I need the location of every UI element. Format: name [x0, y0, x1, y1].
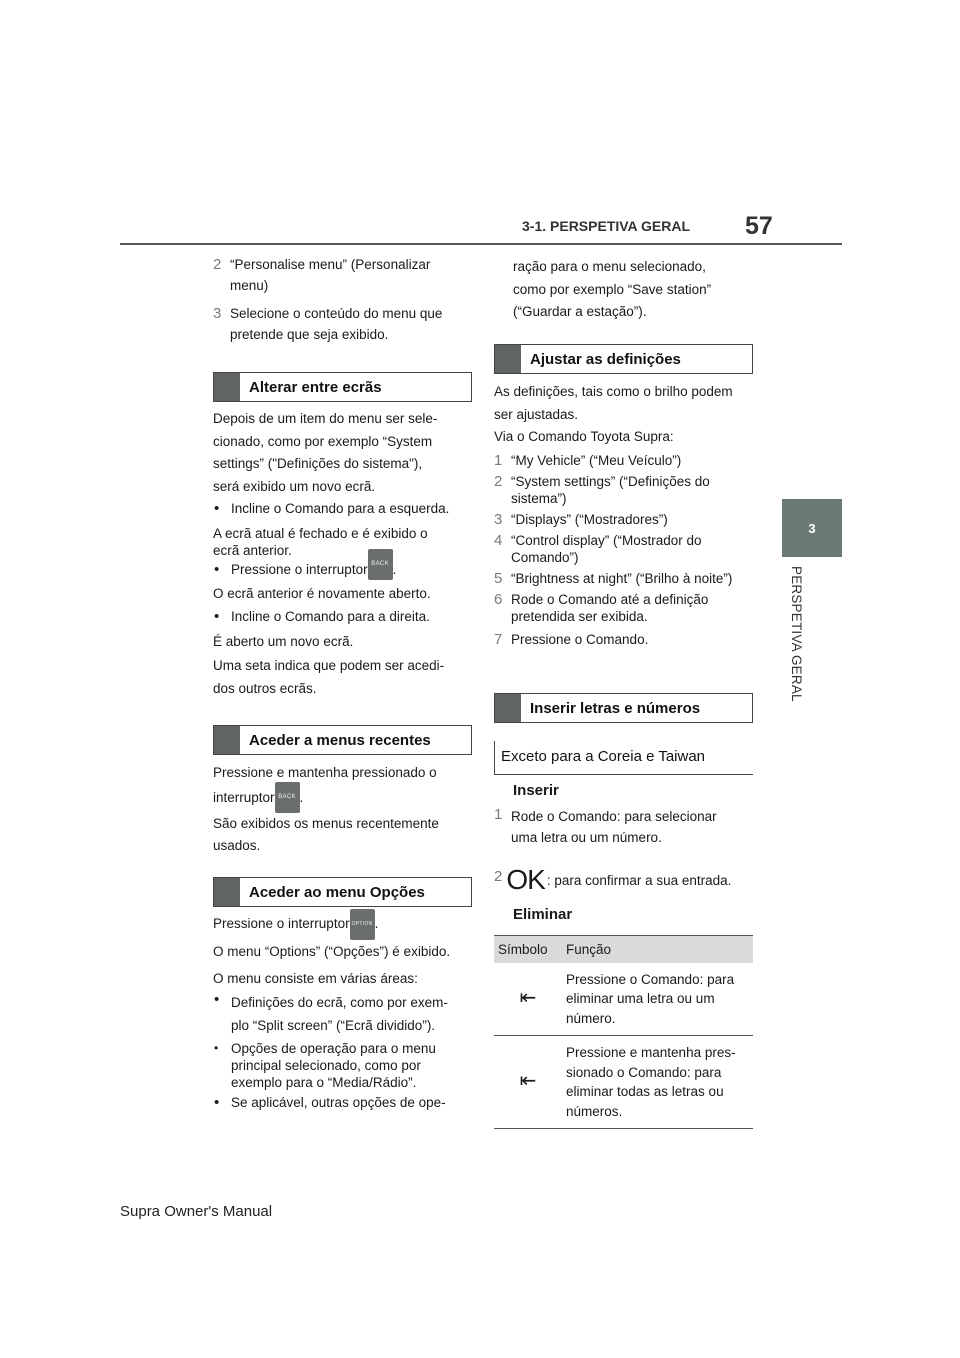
- section-title: 3-1. PERSPETIVA GERAL: [522, 218, 691, 234]
- heading-menu-opcoes: Aceder ao menu Opções: [213, 877, 472, 907]
- chapter-tab: 3: [782, 499, 842, 557]
- back-button-icon: BACK: [368, 549, 393, 580]
- table-row: ⇤ Pressione o Comando: para eliminar uma letra ou um número.: [494, 963, 753, 1036]
- page-number: 57: [745, 212, 773, 240]
- left-column: [213, 256, 473, 352]
- subheading-region: Exceto para a Coreia e Taiwan: [501, 748, 706, 765]
- heading-ajustar-definicoes: Ajustar as definições: [494, 344, 753, 374]
- heading-menus-recentes: Aceder a menus recentes: [213, 725, 472, 755]
- heading-alterar-ecras: Alterar entre ecrãs: [213, 372, 472, 402]
- ok-step: 2 OK : para confirmar a sua entrada.: [494, 864, 732, 895]
- table-row: ⇤ Pressione e mantenha pres-sionado o Comando: para eliminar todas as letras ou números.: [494, 1036, 753, 1129]
- bullet-item: • Definições do ecrã, como por exem- plo “Split screen” (“Ecrã dividido”).: [214, 991, 448, 1033]
- heading-eliminar: Eliminar: [513, 906, 573, 923]
- bullet-item: • Pressione o interruptor BACK .: [213, 559, 475, 580]
- heading-inserir: Inserir: [513, 782, 559, 799]
- ok-icon: OK: [506, 864, 545, 895]
- subheading-left-rule: [494, 741, 495, 775]
- table-header: Função: [562, 936, 753, 963]
- bullet-item: • Incline o Comando para a esquerda.: [214, 500, 450, 517]
- back-button-icon: BACK: [275, 782, 300, 813]
- step-item: 7 Pressione o Comando.: [494, 630, 649, 648]
- step-item: 6 Rode o Comando até a definição pretendida ser exibida.: [494, 590, 709, 624]
- subheading-rule: [494, 774, 753, 775]
- bullet-item: • Se aplicável, outras opções de ope-: [214, 1094, 446, 1111]
- right-block-1: As definições, tais como o brilho podem ser ajustadas. Via o Comando Toyota Supra: 1 “My Vehicle” (“Meu Veículo”) 2 “System settings” (“Definições do sistema”) 3 “Displays” (“Mostradores”) 4 “Control display” (“Mostrador do Comando”) 5 “Brightness at night” (“Brilho à noite”) 6 Rode o Comando até a definição pretendida ser exibida. 7 Pressione o Comando.: [494, 381, 756, 652]
- step-item: 2 “Personalise menu” (Personalizar menu): [213, 256, 431, 293]
- left-block-3: Pressione o interruptor OPTION . O menu “Options” (“Opções”) é exibido. O menu consiste em várias áreas: • Definições do ecrã, como por exem- plo “Split screen” (“Ecrã dividido”). • Opções de operação para o menu principal selecionado, como por exemplo para o “Media/Rádio”. • Se aplicável, outras opções de ope-: [213, 910, 475, 1114]
- bullet-item: • Opções de operação para o menu principal selecionado, como por exemplo para o “Media/Rádio”.: [214, 1041, 436, 1090]
- right-continuation: ração para o menu selecionado, como por exemplo “Save station” (“Guardar a estação”).: [513, 259, 712, 319]
- chapter-label: PERSPETIVA GERAL: [789, 566, 804, 702]
- option-button-icon: OPTION: [350, 909, 375, 940]
- step-item: 3 “Displays” (“Mostradores”): [494, 510, 668, 528]
- left-block-2: Pressione e mantenha pressionado o interruptor BACK . São exibidos os menus recentemente usados.: [213, 765, 439, 853]
- step-item: 2 “System settings” (“Definições do sistema”): [494, 472, 710, 506]
- table-header: Símbolo: [494, 936, 562, 963]
- symbol-table: [494, 935, 753, 1129]
- footer-title: Supra Owner's Manual: [120, 1203, 273, 1220]
- step-item: 1 “My Vehicle” (“Meu Veículo”): [494, 451, 682, 469]
- header-divider: [120, 243, 842, 245]
- bullet-item: • Incline o Comando para a direita.: [214, 607, 430, 625]
- step-item: 1 Rode o Comando: para selecionar uma letra ou um número.: [494, 806, 717, 845]
- left-block-1: Depois de um item do menu ser sele- cionado, como por exemplo “System settings” ("Definições do sistema"), será exibido um novo ecrã. • Incline o Comando para a esquerda. A ecrã atual é fechado e é exibido o ecrã anterior. • Pressione o interruptor BACK . O ecrã anterior é novamente aberto. • Incline o Comando para a direita. É aberto um novo ecrã. Uma seta indica que podem ser acedi- dos outros ecrãs.: [213, 408, 475, 700]
- step-item: 5 “Brightness at night” (“Brilho à noite”): [494, 569, 733, 587]
- delete-arrow-icon: ⇤: [494, 963, 562, 1036]
- step-item: 3 Selecione o conteúdo do menu que pretende que seja exibido.: [213, 305, 443, 342]
- delete-arrow-icon: ⇤: [494, 1036, 562, 1129]
- step-item: 4 “Control display” (“Mostrador do Comando”): [494, 531, 702, 565]
- heading-inserir-letras: Inserir letras e números: [494, 693, 753, 723]
